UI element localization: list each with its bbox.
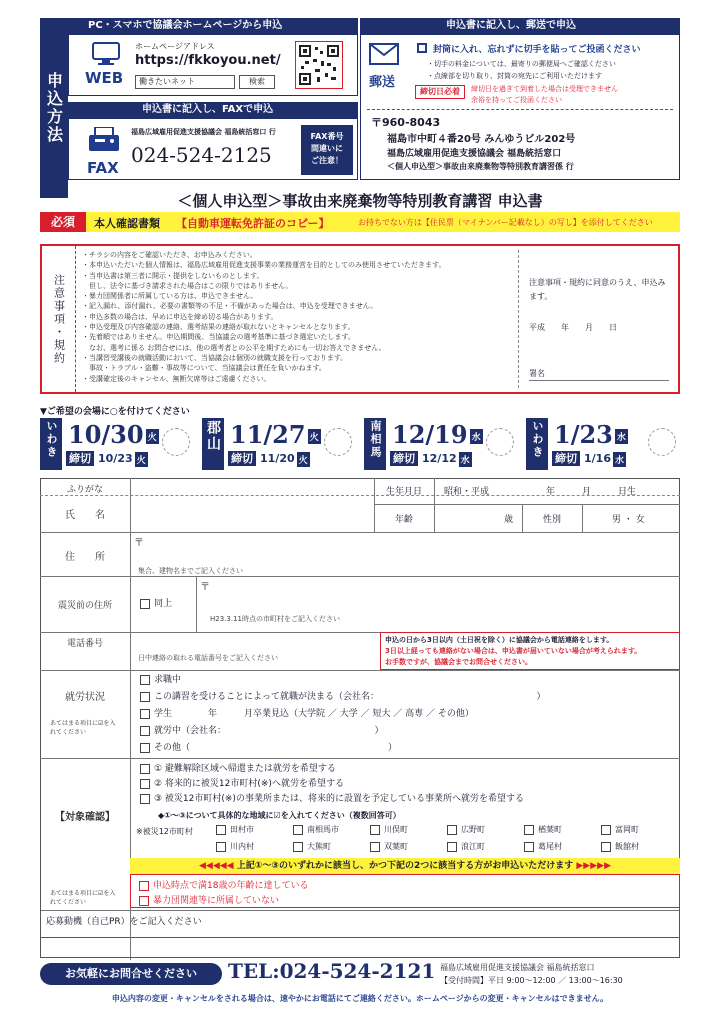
address-line3: ＜個人申込型＞事故由来廃棄物等特別教育講習係 行 bbox=[387, 162, 574, 171]
envelope-icon bbox=[369, 43, 399, 65]
same-as-above-option[interactable]: 同上 bbox=[140, 596, 172, 609]
note-item: 事故・トラブル・盗難・事故等について、当協議会は責任を負いかねます。 bbox=[82, 364, 326, 373]
municipality-option[interactable]: 川俣町 bbox=[370, 824, 408, 835]
job-status-label: 就労状況 bbox=[65, 692, 105, 703]
deadline-dow: 水 bbox=[613, 452, 626, 467]
municipality-label: ※被災12市町村 bbox=[136, 827, 193, 836]
venue-dow: 火 bbox=[146, 429, 159, 444]
mail-deadline-badge: 締切日必着 bbox=[415, 85, 465, 99]
checkbox[interactable] bbox=[140, 764, 150, 774]
note-item: ・先着順ではありません。申込期間後、当協議会の選考基準に基づき選定いたします。 bbox=[82, 333, 355, 342]
motivation-box bbox=[40, 910, 680, 958]
note-item: ・記入漏れ、添付漏れ、必要の書類等の不足・不備があった場合は、申込を受理できません。 bbox=[82, 302, 378, 311]
municipality-grid bbox=[216, 824, 680, 858]
checkbox[interactable] bbox=[140, 743, 150, 753]
note-item: ・当講習受講後の就職活動において、当協議会は個別の就職支援を行っております。 bbox=[82, 353, 348, 362]
phone-warning-3: お手数ですが、協議会までお問合せください。 bbox=[385, 658, 532, 666]
municipality-option[interactable]: 川内村 bbox=[216, 841, 254, 852]
agreement-box bbox=[518, 250, 674, 388]
address-box bbox=[367, 109, 673, 175]
contact-tel[interactable]: TEL:024-524-2121 bbox=[228, 959, 436, 983]
web-header: PC・スマホで協議会ホームページから申込 bbox=[68, 18, 358, 34]
mail-note-main: 封筒に入れ、忘れずに切手を貼ってご投函ください bbox=[433, 45, 641, 55]
condition-1[interactable]: 申込時点で満18歳の年齢に達している bbox=[139, 878, 308, 891]
checkbox[interactable] bbox=[524, 842, 534, 852]
address-note: 集合、建物名までご記入ください bbox=[138, 567, 243, 575]
search-term-box[interactable]: 働きたいネット bbox=[135, 75, 235, 89]
contact-badge: お気軽にお問合せください bbox=[40, 963, 222, 985]
municipality-option[interactable]: 飯舘村 bbox=[601, 841, 639, 852]
fax-label: FAX bbox=[87, 159, 119, 177]
deadline-label: 締切 bbox=[228, 451, 256, 466]
phone-label: 電話番号 bbox=[66, 639, 103, 649]
age-label: 年齢 bbox=[394, 515, 413, 525]
venue-date: 12/19 水 bbox=[392, 420, 481, 449]
required-doc-note: お持ちでない方は【住民票（マイナンバー記載なし）の写し】を添付してください bbox=[358, 218, 653, 227]
fax-machine-icon bbox=[87, 127, 121, 155]
checkbox[interactable] bbox=[601, 825, 611, 835]
venue-dow: 火 bbox=[308, 429, 321, 444]
venue-option[interactable] bbox=[364, 418, 518, 470]
checkbox[interactable] bbox=[216, 825, 226, 835]
monitor-icon bbox=[91, 41, 121, 67]
divider bbox=[130, 478, 131, 532]
checkbox[interactable] bbox=[293, 825, 303, 835]
phone-warning bbox=[380, 632, 680, 670]
job-option-hired[interactable]: この講習を受けることによって就職が決まる（会社名： ） bbox=[140, 689, 546, 706]
job-option-student[interactable]: 学生 年 月卒業見込（大学院 ／ 大学 ／ 短大 ／ 高専 ／ その他） bbox=[140, 706, 546, 723]
note-item: 但し、法令に基づき請求された場合はこの限りではありません。 bbox=[82, 281, 293, 290]
checkbox[interactable] bbox=[140, 709, 150, 719]
notes-side-label: 注意事項・規約 bbox=[42, 246, 76, 392]
name-label: 氏 名 bbox=[65, 510, 105, 521]
municipality-option[interactable]: 双葉町 bbox=[370, 841, 408, 852]
mail-label: 郵送 bbox=[369, 75, 396, 90]
gender-label: 性別 bbox=[542, 515, 561, 525]
venue-option[interactable] bbox=[526, 418, 680, 470]
checkbox[interactable] bbox=[140, 675, 150, 685]
checkbox[interactable] bbox=[293, 842, 303, 852]
web-label: WEB bbox=[85, 69, 124, 87]
target-label: 【対象確認】 bbox=[55, 812, 115, 823]
prior-address-note: H23.3.11時点の市町村をご記入ください bbox=[210, 615, 340, 623]
notes-list bbox=[82, 250, 512, 384]
birth-ymd[interactable]: 年 月 日生 bbox=[546, 487, 637, 497]
target-option-3[interactable]: ③ 被災12市町村(※)の事業所または、将来的に設置を予定している事業所へ就労を希望する bbox=[140, 792, 524, 807]
fax-caution: FAX番号 間違いに ご注意！ bbox=[301, 125, 353, 175]
signature-field[interactable] bbox=[529, 380, 669, 381]
phone-warning-2: 3日以上経っても連絡がない場合は、申込書が届いていない場合が考えられます。 bbox=[385, 647, 642, 655]
venue-circle-target[interactable] bbox=[162, 428, 190, 456]
municipality-option[interactable]: 富岡町 bbox=[601, 824, 639, 835]
furigana-input[interactable] bbox=[130, 478, 374, 496]
address-label: 住 所 bbox=[65, 552, 105, 563]
municipality-option[interactable]: 楢葉町 bbox=[524, 824, 562, 835]
divider bbox=[40, 670, 680, 671]
required-badge: 必須 bbox=[40, 212, 86, 232]
venue-deadline: 締切 1/16 水 bbox=[552, 450, 626, 467]
target-option-2[interactable]: ② 将来的に被災12市町村(※)へ就労を希望する bbox=[140, 777, 524, 792]
hp-address-label: ホームページアドレス bbox=[135, 42, 215, 51]
address-postal-mark: 〒 bbox=[134, 538, 144, 549]
checkbox[interactable] bbox=[524, 825, 534, 835]
mail-note-5: 余裕を持ってご投函ください bbox=[471, 96, 562, 104]
venue-date: 10/30 火 bbox=[68, 420, 157, 449]
postal-code: 〒960-8043 bbox=[371, 116, 441, 129]
address-line2: 福島広域雇用促進支援協議会 福島統括窓口 bbox=[387, 149, 562, 159]
divider bbox=[434, 478, 435, 532]
checkbox[interactable] bbox=[447, 842, 457, 852]
mail-panel bbox=[360, 34, 680, 180]
mail-note-3: ・点線部を切り取り、封筒の宛先にご利用いただけます bbox=[427, 72, 602, 80]
note-item: ・受講確定後のキャンセル、無断欠席等はご遠慮ください。 bbox=[82, 374, 271, 383]
venue-option[interactable] bbox=[202, 418, 356, 470]
job-option-other[interactable]: その他（ ） bbox=[140, 740, 546, 757]
method-side-label: 申込方法 bbox=[40, 18, 68, 198]
condition-2[interactable]: 暴力団関連等に所属していない bbox=[139, 893, 279, 906]
divider bbox=[582, 504, 583, 532]
birth-label: 生年月日 bbox=[385, 487, 422, 497]
birth-era[interactable]: 昭和・平成 bbox=[444, 487, 490, 497]
deadline-label: 締切 bbox=[390, 451, 418, 466]
job-option-seeking[interactable]: 求職中 bbox=[140, 672, 546, 689]
deadline-label: 締切 bbox=[66, 451, 94, 466]
name-input[interactable] bbox=[130, 496, 374, 532]
fax-header: 申込書に記入し、FAXで申込 bbox=[68, 102, 358, 118]
divider bbox=[374, 504, 680, 505]
venue-dow: 水 bbox=[615, 429, 628, 444]
checkbox[interactable] bbox=[140, 794, 150, 804]
note-item: ・申込受理及び内容確認の連絡、選考結果の連絡が取れないとキャンセルとなります。 bbox=[82, 323, 355, 332]
municipality-option[interactable]: 南相馬市 bbox=[293, 824, 339, 835]
venue-circle-target[interactable] bbox=[648, 428, 676, 456]
municipality-option[interactable]: 田村市 bbox=[216, 824, 254, 835]
site-url[interactable]: https://fkkoyou.net/ bbox=[135, 53, 281, 68]
signature-label: 署名 bbox=[529, 369, 545, 378]
venue-city: 郡山 bbox=[202, 418, 224, 470]
mail-header: 申込書に記入し、郵送で申込 bbox=[360, 18, 680, 34]
same-checkbox[interactable] bbox=[140, 599, 150, 609]
venue-deadline: 締切 10/23 火 bbox=[66, 450, 148, 467]
stamp-icon bbox=[417, 43, 427, 53]
phone-warning-1: 申込の日から3日以内（土日祝を除く）に協議会から電話連絡をします。 bbox=[385, 636, 614, 644]
job-status-sub: あてはまる項目に☑を入れてください bbox=[50, 720, 116, 736]
search-button[interactable]: 検索 bbox=[239, 75, 275, 89]
condition-banner: ◀◀◀◀◀ 上記①～③のいずれかに該当し、かつ下記の2つに該当する方がお申込いただけます ▶▶▶▶▶ bbox=[130, 858, 680, 874]
venue-deadline: 締切 12/12 水 bbox=[390, 450, 472, 467]
venue-instruction: ▼ご希望の会場に○を付けてください bbox=[40, 407, 190, 417]
checkbox[interactable] bbox=[216, 842, 226, 852]
furigana-label: ふりがな bbox=[66, 485, 103, 495]
note-item: ・当申込書は第三者に開示・提供をしないものとします。 bbox=[82, 271, 264, 280]
checkbox[interactable] bbox=[370, 825, 380, 835]
notes-panel bbox=[40, 244, 680, 394]
age-unit[interactable]: 歳 bbox=[504, 515, 514, 525]
venue-date: 1/23 水 bbox=[554, 420, 626, 449]
venue-circle-target[interactable] bbox=[486, 428, 514, 456]
condition-box bbox=[130, 874, 680, 908]
venue-city: いわき bbox=[40, 418, 62, 470]
fax-panel bbox=[68, 118, 358, 180]
target-options bbox=[140, 762, 524, 807]
divider bbox=[40, 758, 680, 759]
checkbox[interactable] bbox=[139, 896, 149, 906]
municipality-option[interactable]: 広野町 bbox=[447, 824, 485, 835]
target-sub-note: ◆①～③について具体的な地域に☑を入れてください（複数回答可） bbox=[158, 811, 401, 820]
gender-options[interactable]: 男 ・ 女 bbox=[612, 515, 645, 525]
required-doc-main: 【自動車運転免許証のコピー】 bbox=[176, 217, 330, 230]
venue-deadline: 締切 11/20 火 bbox=[228, 450, 310, 467]
checkbox[interactable] bbox=[370, 842, 380, 852]
bottom-note: 申込内容の変更・キャンセルをされる場合は、速やかにお電話にてご連絡ください。ホームページからの変更・キャンセルはできません。 bbox=[111, 994, 609, 1003]
deadline-dow: 火 bbox=[297, 452, 310, 467]
mail-note-2: ・切手の料金については、最寄りの郵便局へご確認ください bbox=[427, 60, 616, 68]
prior-postal-mark: 〒 bbox=[200, 582, 210, 593]
contact-org: 福島広域雇用促進支援協議会 福島統括窓口 bbox=[440, 963, 595, 972]
checkbox[interactable] bbox=[140, 692, 150, 702]
mail-note-4: 締切日を過ぎて到着した場合は受理できません bbox=[471, 85, 618, 93]
checkbox[interactable] bbox=[447, 825, 457, 835]
venue-dow: 水 bbox=[470, 429, 483, 444]
deadline-dow: 火 bbox=[135, 452, 148, 467]
checkbox[interactable] bbox=[139, 881, 149, 891]
agree-date[interactable]: 平成 年 月 日 bbox=[529, 323, 617, 332]
venue-option[interactable] bbox=[40, 418, 194, 470]
note-item: なお、選考に係る お問合せには、他の選考者との公平を期すためにも一切お答えできません。 bbox=[82, 343, 386, 352]
municipality-option[interactable]: 大熊町 bbox=[293, 841, 331, 852]
fax-org: 福島広域雇用促進支援協議会 福島統括窓口 行 bbox=[131, 128, 276, 136]
phone-note: 日中連絡の取れる電話番号をご記入ください bbox=[138, 654, 278, 662]
qr-code-icon bbox=[295, 41, 343, 89]
address-line1: 福島市中町４番20号 みんゆうビル202号 bbox=[387, 134, 576, 145]
target-sub: あてはまる項目に☑を入れてください bbox=[50, 890, 116, 906]
page-title: ＜個人申込型＞事故由来廃棄物等特別教育講習 申込書 bbox=[177, 192, 543, 210]
municipality-option[interactable]: 浪江町 bbox=[447, 841, 485, 852]
deadline-dow: 水 bbox=[459, 452, 472, 467]
required-doc-label: 本人確認書類 bbox=[94, 217, 160, 230]
venue-circle-target[interactable] bbox=[324, 428, 352, 456]
note-item: ・申込多数の場合は、早めに申込を締め切る場合があります。 bbox=[82, 312, 278, 321]
motivation-label: 応募動機（自己PR）をご記入ください bbox=[46, 917, 202, 927]
contact-hours: 【受付時間】平日 9:00～12:00 ／ 13:00～16:30 bbox=[440, 976, 623, 985]
municipality-option[interactable]: 葛尾村 bbox=[524, 841, 562, 852]
fax-number: 024-524-2125 bbox=[131, 143, 272, 167]
job-option-employed[interactable]: 就労中（会社名： ） bbox=[140, 723, 546, 740]
venue-city: 南相馬 bbox=[364, 418, 386, 470]
target-option-1[interactable]: ① 避難解除区域へ帰還または就労を希望する bbox=[140, 762, 524, 777]
note-item: ・暴力団関係者に所属している方は、申込できません。 bbox=[82, 292, 258, 301]
phone-input[interactable] bbox=[130, 632, 380, 670]
venue-date: 11/27 火 bbox=[230, 420, 319, 449]
checkbox[interactable] bbox=[140, 726, 150, 736]
note-item: ・チラシの内容をご確認いただき、お申込みください。 bbox=[82, 251, 257, 259]
job-options bbox=[140, 672, 546, 757]
checkbox[interactable] bbox=[601, 842, 611, 852]
web-panel bbox=[68, 34, 358, 96]
venue-city: いわき bbox=[526, 418, 548, 470]
agree-text: 注意事項・規約に同意のうえ、申込みます。 bbox=[529, 278, 666, 301]
prior-address-label: 震災前の住所 bbox=[57, 601, 112, 611]
required-banner bbox=[40, 212, 680, 232]
deadline-label: 締切 bbox=[552, 451, 580, 466]
checkbox[interactable] bbox=[140, 779, 150, 789]
note-item: ・本申込いただいた個人情報は、福島広域雇用促進支援事業の業務運営を目的としてのみ使用させていただきます。 bbox=[82, 261, 446, 270]
